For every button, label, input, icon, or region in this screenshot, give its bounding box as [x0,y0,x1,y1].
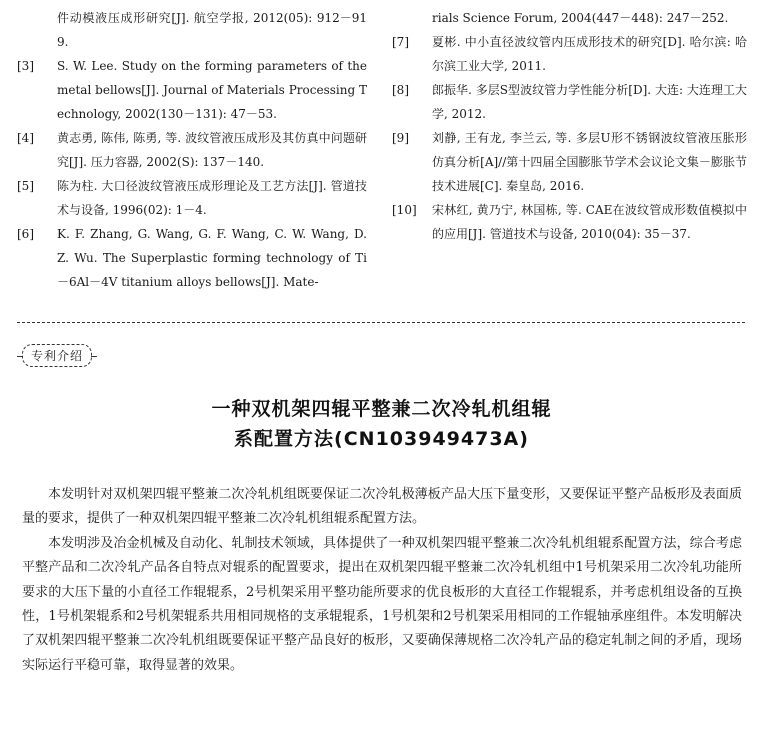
reference-continuation: 件动模液压成形研究[J]. 航空学报, 2012(05): 912－919. [57,11,367,49]
reference-item [392,126,747,198]
references-left-column [17,6,367,294]
reference-item [392,198,747,246]
reference-number: [6] [17,227,34,241]
reference-item [17,174,367,222]
reference-number: [5] [17,179,34,193]
section-tag: 专利介绍 [22,344,92,367]
article-title-line: 一种双机架四辊平整兼二次冷轧机组辊 [211,398,552,420]
reference-text: S. W. Lee. Study on the forming parameters of the metal bellows[J]. Journal of Materials Processing Technology, 2002(130－131): 47－53. [57,59,367,121]
reference-item [17,54,367,126]
reference-item [392,30,747,78]
reference-text: 宋林红, 黄乃宁, 林国栋, 等. CAE在波纹管成形数值模拟中的应用[J]. 管道技术与设备, 2010(04): 35－37. [432,203,747,241]
reference-text: K. F. Zhang, G. Wang, G. F. Wang, C. W. Wang, D. Z. Wu. The Superplastic forming technology of Ti－6Al－4V titanium alloys bellows[J]. Mate- [57,227,367,289]
reference-text: 夏彬. 中小直径波纹管内压成形技术的研究[D]. 哈尔滨: 哈尔滨工业大学, 2011. [432,35,747,73]
reference-item [392,78,747,126]
reference-number: [8] [392,83,409,97]
reference-number: [7] [392,35,409,49]
reference-number: [9] [392,131,409,145]
section-divider [17,322,745,323]
references-section [0,6,763,306]
article-title [0,394,763,454]
body-paragraph: 本发明针对双机架四辊平整兼二次冷轧机组既要保证二次冷轧极薄板产品大压下量变形，又要保证平整产品板形及表面质量的要求，提供了一种双机架四辊平整兼二次冷轧机组辊系配置方法。 [22,487,742,527]
reference-item [17,222,367,294]
reference-item [17,126,367,174]
reference-number: [10] [392,203,417,217]
body-paragraph: 本发明涉及冶金机械及自动化、轧制技术领域，具体提供了一种双机架四辊平整兼二次冷轧机组辊系配置方法，综合考虑平整产品和二次冷轧产品各自特点对辊系的配置要求，提出在双机架四辊平整兼二次冷轧机组中1号机架采用二次冷轧功能所要求的大压下量的小直径工作辊辊系，2号机架采用平整功能所要求的优良板形的大直径工作辊辊系，并考虑机组设备的互换性，1号机架辊系和2号机架辊系共用相同规格的支承辊辊系，1号机架和2号机架采用相同的工作辊轴承座组件。本发明解决了双机架四辊平整兼二次冷轧机组既要保证平整产品良好的板形，又要确保薄规格二次冷轧产品的稳定轧制之间的矛盾，现场实际运行平稳可靠，取得显著的效果。 [22,535,742,673]
reference-number: [4] [17,131,34,145]
reference-continuation: rials Science Forum, 2004(447－448): 247－252. [432,11,729,25]
article-body [22,483,742,678]
reference-text: 黄志勇, 陈伟, 陈勇, 等. 波纹管液压成形及其仿真中问题研究[J]. 压力容器, 2002(S): 137－140. [57,131,367,169]
reference-text: 刘静, 王有龙, 李兰云, 等. 多层U形不锈钢波纹管液压胀形仿真分析[A]//第十四届全国膨胀节学术会议论文集－膨胀节技术进展[C]. 秦皇岛, 2016. [432,131,747,193]
reference-text: 郎振华. 多层S型波纹管力学性能分析[D]. 大连: 大连理工大学, 2012. [432,83,747,121]
references-right-column [392,6,747,246]
article-title-line: 系配置方法(CN103949473A) [234,428,529,450]
reference-text: 陈为柱. 大口径波纹管液压成形理论及工艺方法[J]. 管道技术与设备, 1996(02): 1－4. [57,179,367,217]
reference-number: [3] [17,59,34,73]
